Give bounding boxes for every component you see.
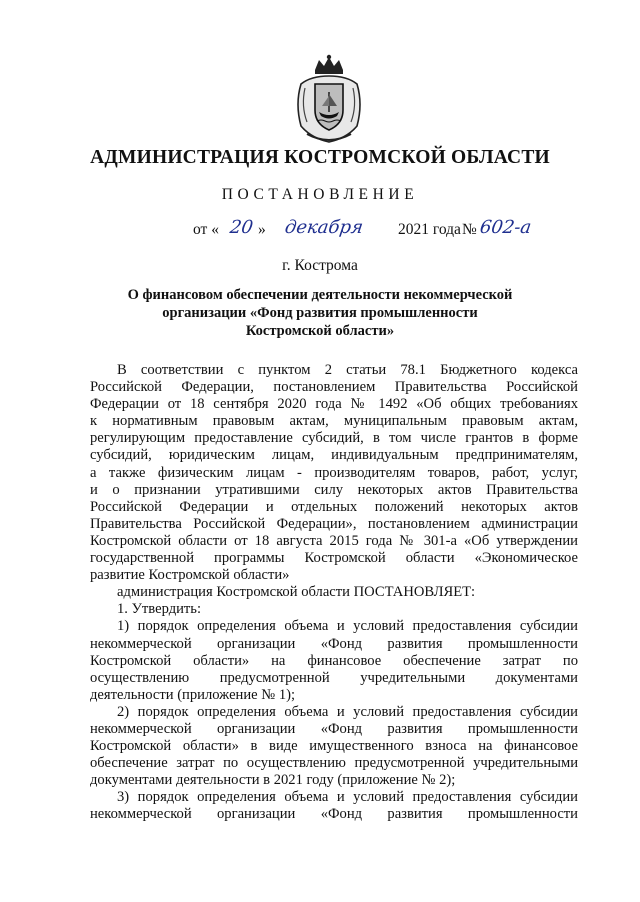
body-line: Российской Федерации, постановлением Правительства Российской — [90, 379, 578, 396]
body-line: Правительства Российской Федерации», постановлением администрации — [90, 515, 578, 532]
body-line: 3) порядок определения объема и условий предоставления субсидии — [117, 789, 578, 806]
date-year: 2021 года — [398, 221, 461, 238]
document-number-handwritten: 602-а — [478, 217, 533, 238]
body-line: В соответствии с пунктом 2 статьи 78.1 Бюджетного кодекса — [117, 362, 578, 378]
body-line: документами деятельности в 2021 году (приложение № 2); — [90, 772, 456, 789]
body-line: государственной программы Костромской области «Экономическое — [90, 550, 578, 567]
body-line: обеспечение затрат по осуществлению предусмотренной учредительными — [90, 755, 578, 772]
body-line: деятельности (приложение № 1); — [90, 686, 296, 703]
body-line: субсидий, юридическим лицам, индивидуальным предпринимателям, — [90, 447, 578, 464]
body-line: осуществлению предусмотренной учредительными документами — [90, 669, 578, 686]
body-line: некоммерческой организации «Фонд развития промышленности — [90, 635, 578, 652]
date-day-handwritten: 20 — [228, 217, 255, 238]
body-line: администрация Костромской области ПОСТАНОВЛЯЕТ: — [117, 584, 476, 601]
document-subject — [80, 286, 560, 340]
city: г. Кострома — [282, 257, 358, 274]
body-line: Российской Федерации и отдельных положений некоторых актов — [90, 498, 578, 515]
subject-line: Костромской области» — [245, 323, 395, 339]
body-line: а также физическим лицам - производителям товаров, работ, услуг, — [90, 464, 578, 481]
coat-of-arms-emblem — [291, 54, 367, 144]
body-line: Федерации от 18 сентября 2020 года № 1492 «Об общих требованиях — [90, 396, 578, 413]
body-line: некоммерческой организации «Фонд развития промышленности — [90, 720, 578, 737]
date-line — [0, 217, 640, 245]
subject-line: О финансовом обеспечении деятельности некоммерческой — [127, 287, 513, 303]
body-line: 1. Утвердить: — [117, 601, 202, 618]
date-month-handwritten: декабря — [283, 217, 365, 238]
subject-line: организации «Фонд развития промышленности — [162, 305, 478, 321]
body-line: к нормативным правовым актам, муниципальным правовым актам, — [90, 413, 578, 430]
body-line: и о признании утратившими силу некоторых актов Правительства — [90, 481, 578, 498]
body-line: Костромской области» на финансовое обеспечение затрат по — [90, 652, 578, 669]
body-line: регулирующим предоставление субсидий, в том числе грантов в форме — [90, 430, 578, 447]
body-line: 2) порядок определения объема и условий предоставления субсидии — [117, 703, 578, 720]
number-sign: № — [462, 221, 477, 238]
body-line: некоммерческой организации «Фонд развития промышленности — [90, 806, 578, 823]
document-body — [90, 362, 578, 824]
body-line: Костромской области» в виде имущественного взноса на финансовое — [90, 738, 578, 755]
organization-title: АДМИНИСТРАЦИЯ КОСТРОМСКОЙ ОБЛАСТИ — [90, 147, 550, 168]
date-prefix: от « — [193, 221, 219, 238]
date-close-quote: » — [258, 221, 266, 238]
body-line: Костромской области от 18 августа 2015 года № 301-а «Об утверждении — [90, 532, 578, 549]
body-line: 1) порядок определения объема и условий предоставления субсидии — [117, 618, 578, 635]
document-type: ПОСТАНОВЛЕНИЕ — [221, 186, 419, 203]
body-line: развитие Костромской области» — [90, 567, 290, 584]
